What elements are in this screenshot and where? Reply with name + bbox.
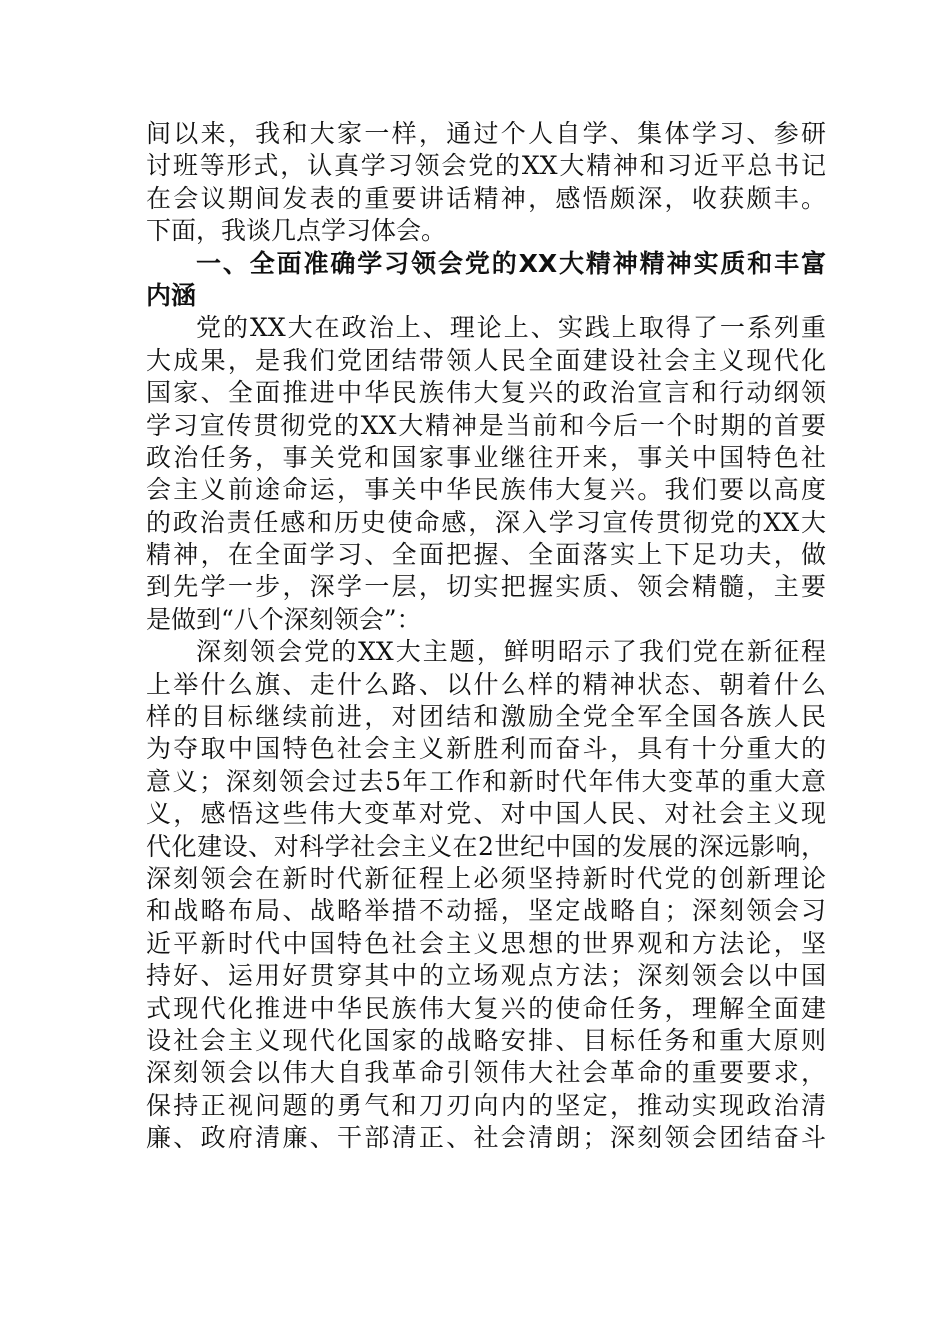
- paragraph-line: 讨班等形式，认真学习领会党的XX大精神和习近平总书记: [146, 151, 826, 181]
- paragraph-line: 间以来，我和大家一样，通过个人自学、集体学习、参研: [146, 119, 826, 148]
- paragraph-line: 持好、运用好贯穿其中的立场观点方法；深刻领会以中国: [146, 961, 826, 991]
- paragraph-line: 深刻领会以伟大自我革命引领伟大社会革命的重要要求，: [146, 1058, 826, 1088]
- paragraph-line: 式现代化推进中华民族伟大复兴的使命任务，理解全面建: [146, 993, 826, 1023]
- paragraph-line: 下面，我谈几点学习体会。: [146, 216, 447, 246]
- paragraph-line: 深刻领会在新时代新征程上必须坚持新时代党的创新理论: [146, 863, 826, 893]
- paragraph-line: 上举什么旗、走什么路、以什么样的精神状态、朝着什么: [146, 669, 826, 699]
- paragraph-line: 和战略布局、战略举措不动摇，坚定战略自；深刻领会习: [146, 896, 826, 926]
- paragraph-line: 深刻领会党的XX大主题，鲜明昭示了我们党在新征程: [196, 637, 826, 667]
- paragraph-line: 大成果，是我们党团结带领人民全面建设社会主义现代化: [146, 345, 826, 375]
- paragraph-line: 学习宣传贯彻党的XX大精神是当前和今后一个时期的首要: [146, 410, 826, 440]
- paragraph-line: 廉、政府清廉、干部清正、社会清朗；深刻领会团结奋斗: [146, 1123, 826, 1153]
- paragraph-line: 国家、全面推进中华民族伟大复兴的政治宣言和行动纲领: [146, 378, 826, 408]
- paragraph-line: 代化建设、对科学社会主义在2世纪中国的发展的深远影响，: [146, 831, 826, 861]
- paragraph-line: 保持正视问题的勇气和刀刃向内的坚定，推动实现政治清: [146, 1090, 826, 1120]
- paragraph-line: 设社会主义现代化国家的战略安排、目标任务和重大原则: [146, 1025, 826, 1055]
- paragraph-line: 近平新时代中国特色社会主义思想的世界观和方法论，坚: [146, 928, 826, 958]
- document-body: [146, 118, 826, 1155]
- section-heading: 一、全面准确学习领会党的XX大精神精神实质和丰富: [196, 248, 826, 278]
- paragraph-line: 精神，在全面学习、全面把握、全面落实上下足功夫，做: [146, 540, 826, 570]
- paragraph-line: 党的XX大在政治上、理论上、实践上取得了一系列重: [196, 313, 826, 343]
- section-heading: 内涵: [146, 280, 197, 310]
- paragraph-line: 的政治责任感和历史使命感，深入学习宣传贯彻党的XX大: [146, 507, 826, 537]
- paragraph-line: 意义；深刻领会过去5年工作和新时代年伟大变革的重大意: [146, 766, 826, 796]
- paragraph-line: 到先学一步，深学一层，切实把握实质、领会精髓，主要: [146, 572, 826, 602]
- paragraph-line: 会主义前途命运，事关中华民族伟大复兴。我们要以高度: [146, 475, 826, 505]
- paragraph-line: 在会议期间发表的重要讲话精神，感悟颇深，收获颇丰。: [146, 183, 826, 213]
- paragraph-line: 为夺取中国特色社会主义新胜利而奋斗，具有十分重大的: [146, 734, 826, 764]
- paragraph-line: 样的目标继续前进，对团结和激励全党全军全国各族人民: [146, 702, 826, 732]
- paragraph-line: 政治任务，事关党和国家事业继往开来，事关中国特色社: [146, 442, 826, 472]
- paragraph-line: 义，感悟这些伟大变革对党、对中国人民、对社会主义现: [146, 799, 826, 829]
- paragraph-line: 是做到“八个深刻领会”：: [146, 604, 422, 634]
